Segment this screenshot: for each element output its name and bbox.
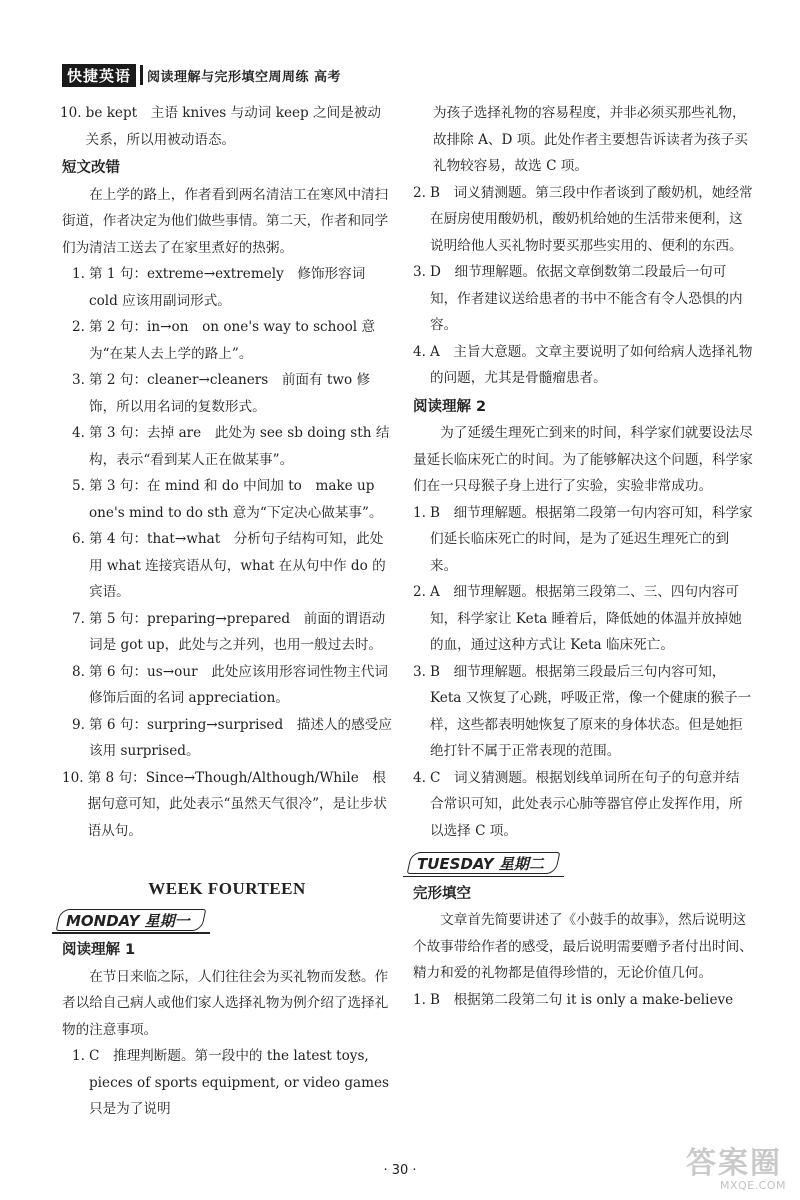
item-text: D 细节理解题。依据文章倒数第二段最后一句可知，作者建议送给患者的书中不能含有令人恐惧的内容。 (429, 264, 743, 333)
watermark-logo (674, 1138, 792, 1192)
reading1-summary: 在节日来临之际，人们往往会为买礼物而发愁。作者以给自己病人或他们家人选择礼物为例介绍了选择礼物的注意事项。 (62, 968, 389, 1038)
item-text: C 推理判断题。第一段中的 the latest toys, pieces of sports equipment, or video games 只是为了说明 (88, 1048, 390, 1117)
section-heading-reading1: 阅读理解 1 (62, 942, 136, 958)
item-number: 1. (72, 1048, 85, 1064)
header-divider (140, 65, 143, 85)
item-text: 第 3 句：在 mind 和 do 中间加 to make up one's mind to do sth 意为“下定决心做某事”。 (88, 478, 383, 521)
item-number: 1. (72, 266, 85, 282)
item-number: 4. (413, 769, 426, 786)
item-number: 9. (72, 716, 85, 733)
header-title: 阅读理解与完形填空周周练 高考 (147, 69, 342, 85)
item-text: B 细节理解题。根据第二段第一句内容可知，科学家们延长临床死亡的时间，是为了延迟生理死亡的到来。 (429, 504, 753, 574)
item-number: 5. (72, 478, 85, 494)
answer-item (62, 1043, 392, 1123)
brand-logo: 快捷英语 (62, 64, 136, 87)
answer-item (62, 100, 392, 153)
correction-item (62, 420, 392, 473)
item-text: 第 4 句：that→what 分析句子结构可知，此处用 what 连接宾语从句，what 在从句中作 do 的宾语。 (88, 531, 386, 600)
answer-item (413, 659, 753, 765)
item-text: C 词义猜测题。根据划线单词所在句子的句意并结合常识可知，此处表示心肺等器官停止发挥作用，所以选择 C 项。 (429, 769, 743, 839)
day-tag-label: MONDAY 星期一 (66, 911, 190, 930)
item-text: 第 1 句：extreme→extremely 修饰形容词 cold 应该用副词形式。 (88, 266, 366, 309)
cloze-summary: 文章首先简要讲述了《小鼓手的故事》，然后说明这个故事带给作者的感受，最后说明需要赠予者付出时间、精力和爱的礼物都是值得珍惜的，无论价值几何。 (413, 912, 753, 981)
item-text: 第 2 句：in→on on one's way to school 意为“在某人去上学的路上”。 (88, 319, 376, 362)
correction-item (62, 659, 392, 712)
item-text: 第 3 句：去掉 are 此处为 see sb doing sth 结构，表示“看到某人正在做某事”。 (88, 425, 390, 468)
item-text: be kept 主语 knives 与动词 keep 之间是被动关系，所以用被动语态。 (85, 105, 382, 148)
correction-item (62, 367, 392, 420)
item-number: 3. (413, 264, 426, 280)
day-tag-label: TUESDAY 星期二 (417, 855, 544, 873)
right-column (413, 100, 753, 1013)
correction-item (62, 765, 392, 845)
item-number: 10. (62, 769, 84, 786)
item-number: 4. (413, 343, 426, 360)
item-number: 2. (72, 319, 85, 335)
answer-item (413, 579, 753, 659)
answer-item (413, 500, 753, 580)
item-number: 6. (72, 531, 85, 547)
item-number: 1. (413, 991, 426, 1008)
item-number: 3. (72, 372, 85, 388)
item-number: 4. (72, 425, 85, 441)
answer-item (413, 765, 753, 845)
item-number: 10. (60, 105, 82, 121)
item-text: B 根据第二段第二句 it is only a make-believe (429, 991, 734, 1008)
left-column (62, 100, 392, 1123)
item-text: A 细节理解题。根据第三段第二、三、四句内容可知，科学家让 Keta 睡着后，降低她的体温并放掉她的血，通过这种方式让 Keta 临床死亡。 (429, 584, 742, 653)
page-number: · 30 · (383, 1163, 417, 1178)
answer-item (413, 259, 753, 339)
day-tag-tuesday (409, 852, 558, 874)
answer-item (413, 180, 753, 260)
correction-item (62, 473, 392, 526)
item-number: 1. (413, 504, 426, 521)
correction-item (62, 526, 392, 606)
day-tag-underline (403, 876, 564, 877)
section-heading-correction: 短文改错 (62, 160, 120, 176)
correction-item (62, 712, 392, 765)
correction-item (62, 261, 392, 314)
correction-list (62, 261, 392, 844)
item-number: 3. (413, 663, 426, 680)
reading1-answer-list (413, 180, 753, 392)
day-tag-monday (58, 909, 204, 931)
correction-item (62, 606, 392, 659)
item-text: B 词义猜测题。第三段中作者谈到了酸奶机，她经常在厨房使用酸奶机，酸奶机给她的生活带来便利，这说明给他人买礼物时要买那些实用的、便利的东西。 (429, 184, 753, 254)
item-text: B 细节理解题。根据第三段最后三句内容可知，Keta 又恢复了心跳，呼吸正常，像一个健康的猴子一样，这些都表明她恢复了原来的身体状态。但是她拒绝打针不属于正常表现的范围。 (429, 663, 752, 759)
item-text: A 主旨大意题。文章主要说明了如何给病人选择礼物的问题，尤其是骨髓瘤患者。 (429, 343, 753, 386)
correction-item (62, 314, 392, 367)
answer-item (413, 987, 753, 1014)
correction-summary: 在上学的路上，作者看到两名清洁工在寒风中清扫街道，作者决定为他们做些事情。第二天，作者和同学们为清洁工送去了在家里煮好的热粥。 (62, 186, 389, 256)
item-text: 第 8 句：Since→Though/Although/While 根据句意可知，此处表示“虽然天气很冷”，是让步状语从句。 (87, 769, 387, 839)
item-text: 第 5 句：preparing→prepared 前面的谓语动词是 got up，此处与之并列，也用一般过去时。 (88, 610, 386, 653)
item-text: 第 2 句：cleaner→cleaners 前面有 two 修饰，所以用名词的复数形式。 (88, 372, 371, 415)
item-number: 2. (413, 584, 426, 600)
week-heading: WEEK FOURTEEN (148, 879, 306, 898)
page-header (62, 64, 341, 86)
item-text: 第 6 句：surpring→surprised 描述人的感受应该用 surprised。 (88, 716, 392, 759)
section-heading-reading2: 阅读理解 2 (413, 398, 487, 415)
reading2-answer-list (413, 500, 753, 845)
watermark-url: MXQE.COM (720, 1179, 786, 1192)
day-tag-underline (52, 932, 210, 933)
item-number: 7. (72, 610, 85, 627)
continuation-text: 为孩子选择礼物的容易程度，并非必须买那些礼物，故排除 A、D 项。此处作者主要想告诉读者为孩子买礼物较容易，故选 C 项。 (433, 105, 748, 174)
item-number: 2. (413, 184, 426, 201)
answer-item (413, 339, 753, 392)
reading2-summary: 为了延缓生理死亡到来的时间，科学家们就要设法尽量延长临床死亡的时间。为了能够解决这个问题，科学家们在一只母猴子身上进行了实验，实验非常成功。 (413, 425, 753, 494)
section-heading-cloze: 完形填空 (413, 885, 471, 902)
watermark-text: 答案圈 (686, 1146, 782, 1181)
item-number: 8. (72, 663, 85, 680)
item-text: 第 6 句：us→our 此处应该用形容词性物主代词修饰后面的名词 appreciation。 (88, 663, 388, 706)
